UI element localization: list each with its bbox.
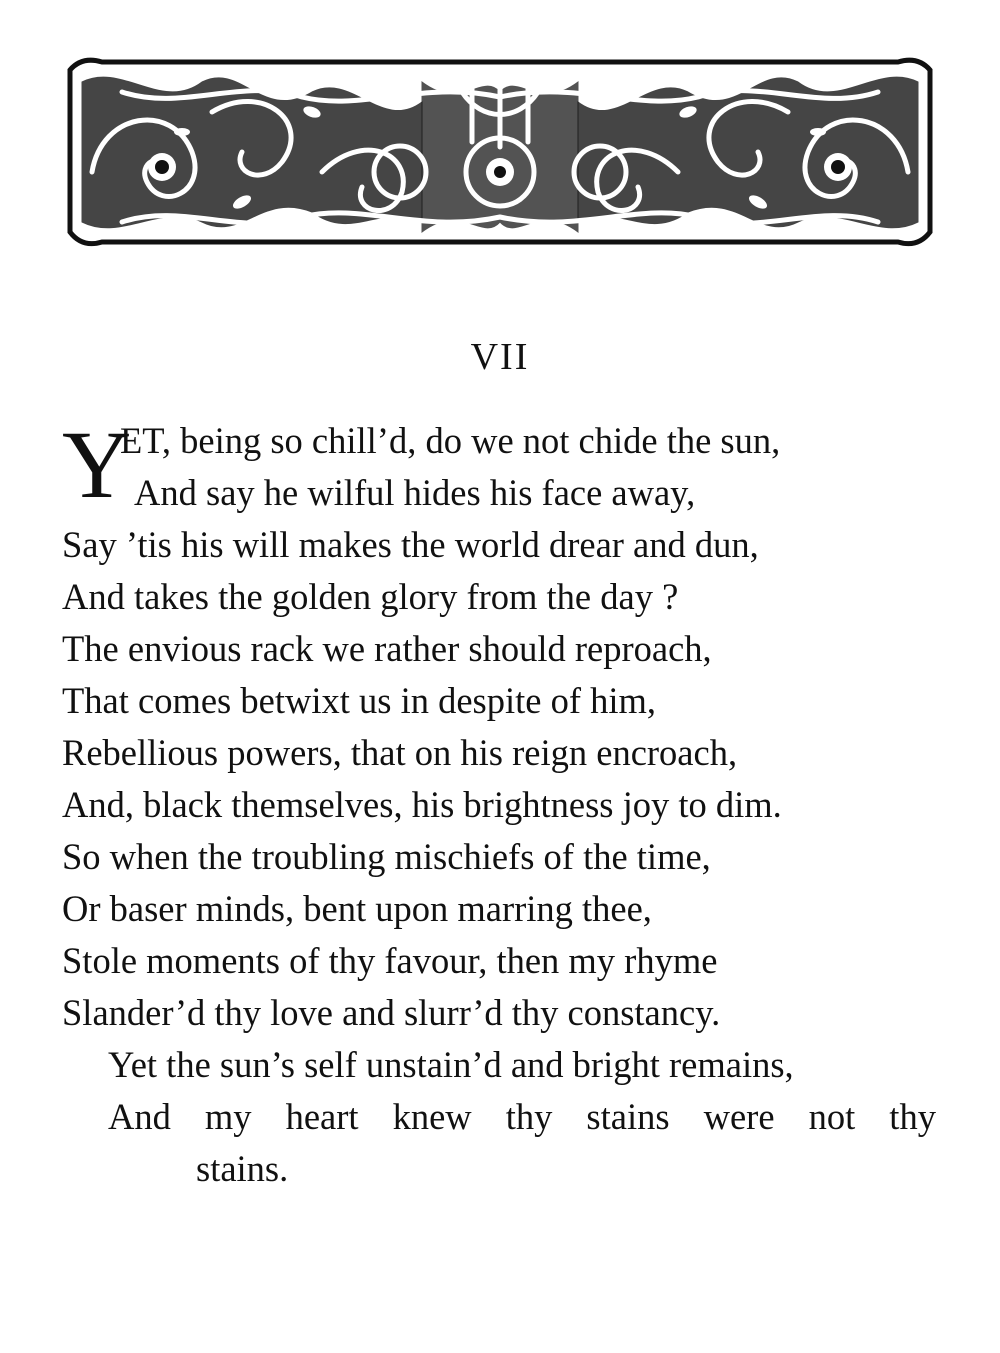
word: thy — [505, 1096, 553, 1137]
poem-line-6: That comes betwixt us in despite of him, — [62, 680, 657, 721]
poem-line-12: Slander’d thy love and slurr’d thy constancy. — [62, 992, 721, 1033]
poem-body — [62, 411, 942, 1195]
poem-line-4: And takes the golden glory from the day ? — [62, 576, 679, 617]
poem-line-9: So when the troubling mischiefs of the time, — [62, 836, 711, 877]
word: stains — [586, 1096, 670, 1137]
drop-cap: Y — [62, 411, 132, 518]
word: knew — [392, 1096, 472, 1137]
word: not — [808, 1096, 856, 1137]
poem-line-3: Say ’tis his will makes the world drear and dun, — [62, 524, 759, 565]
word: heart — [285, 1096, 359, 1137]
poem-line-11: Stole moments of thy favour, then my rhyme — [62, 940, 718, 981]
poem-line-7: Rebellious powers, that on his reign encroach, — [62, 732, 738, 773]
floral-scroll-headpiece-icon — [62, 52, 938, 262]
word: my — [204, 1096, 252, 1137]
poem-line-8: And, black themselves, his brightness joy to dim. — [62, 784, 782, 825]
word: were — [703, 1096, 775, 1137]
word: thy — [889, 1096, 936, 1137]
poem-line-10: Or baser minds, bent upon marring thee, — [62, 888, 652, 929]
poem-line-5: The envious rack we rather should reproach, — [62, 628, 712, 669]
couplet-turnover: stains. — [196, 1148, 289, 1189]
section-numeral: VII — [470, 336, 530, 378]
couplet-line-2 — [62, 1091, 936, 1143]
couplet-line-1: Yet the sun’s self unstain’d and bright remains, — [108, 1044, 794, 1085]
poem-line-1: ET, being so chill’d, do we not chide the sun, — [120, 420, 781, 461]
word: And — [108, 1096, 171, 1137]
poem-line-2: And say he wilful hides his face away, — [134, 472, 696, 513]
